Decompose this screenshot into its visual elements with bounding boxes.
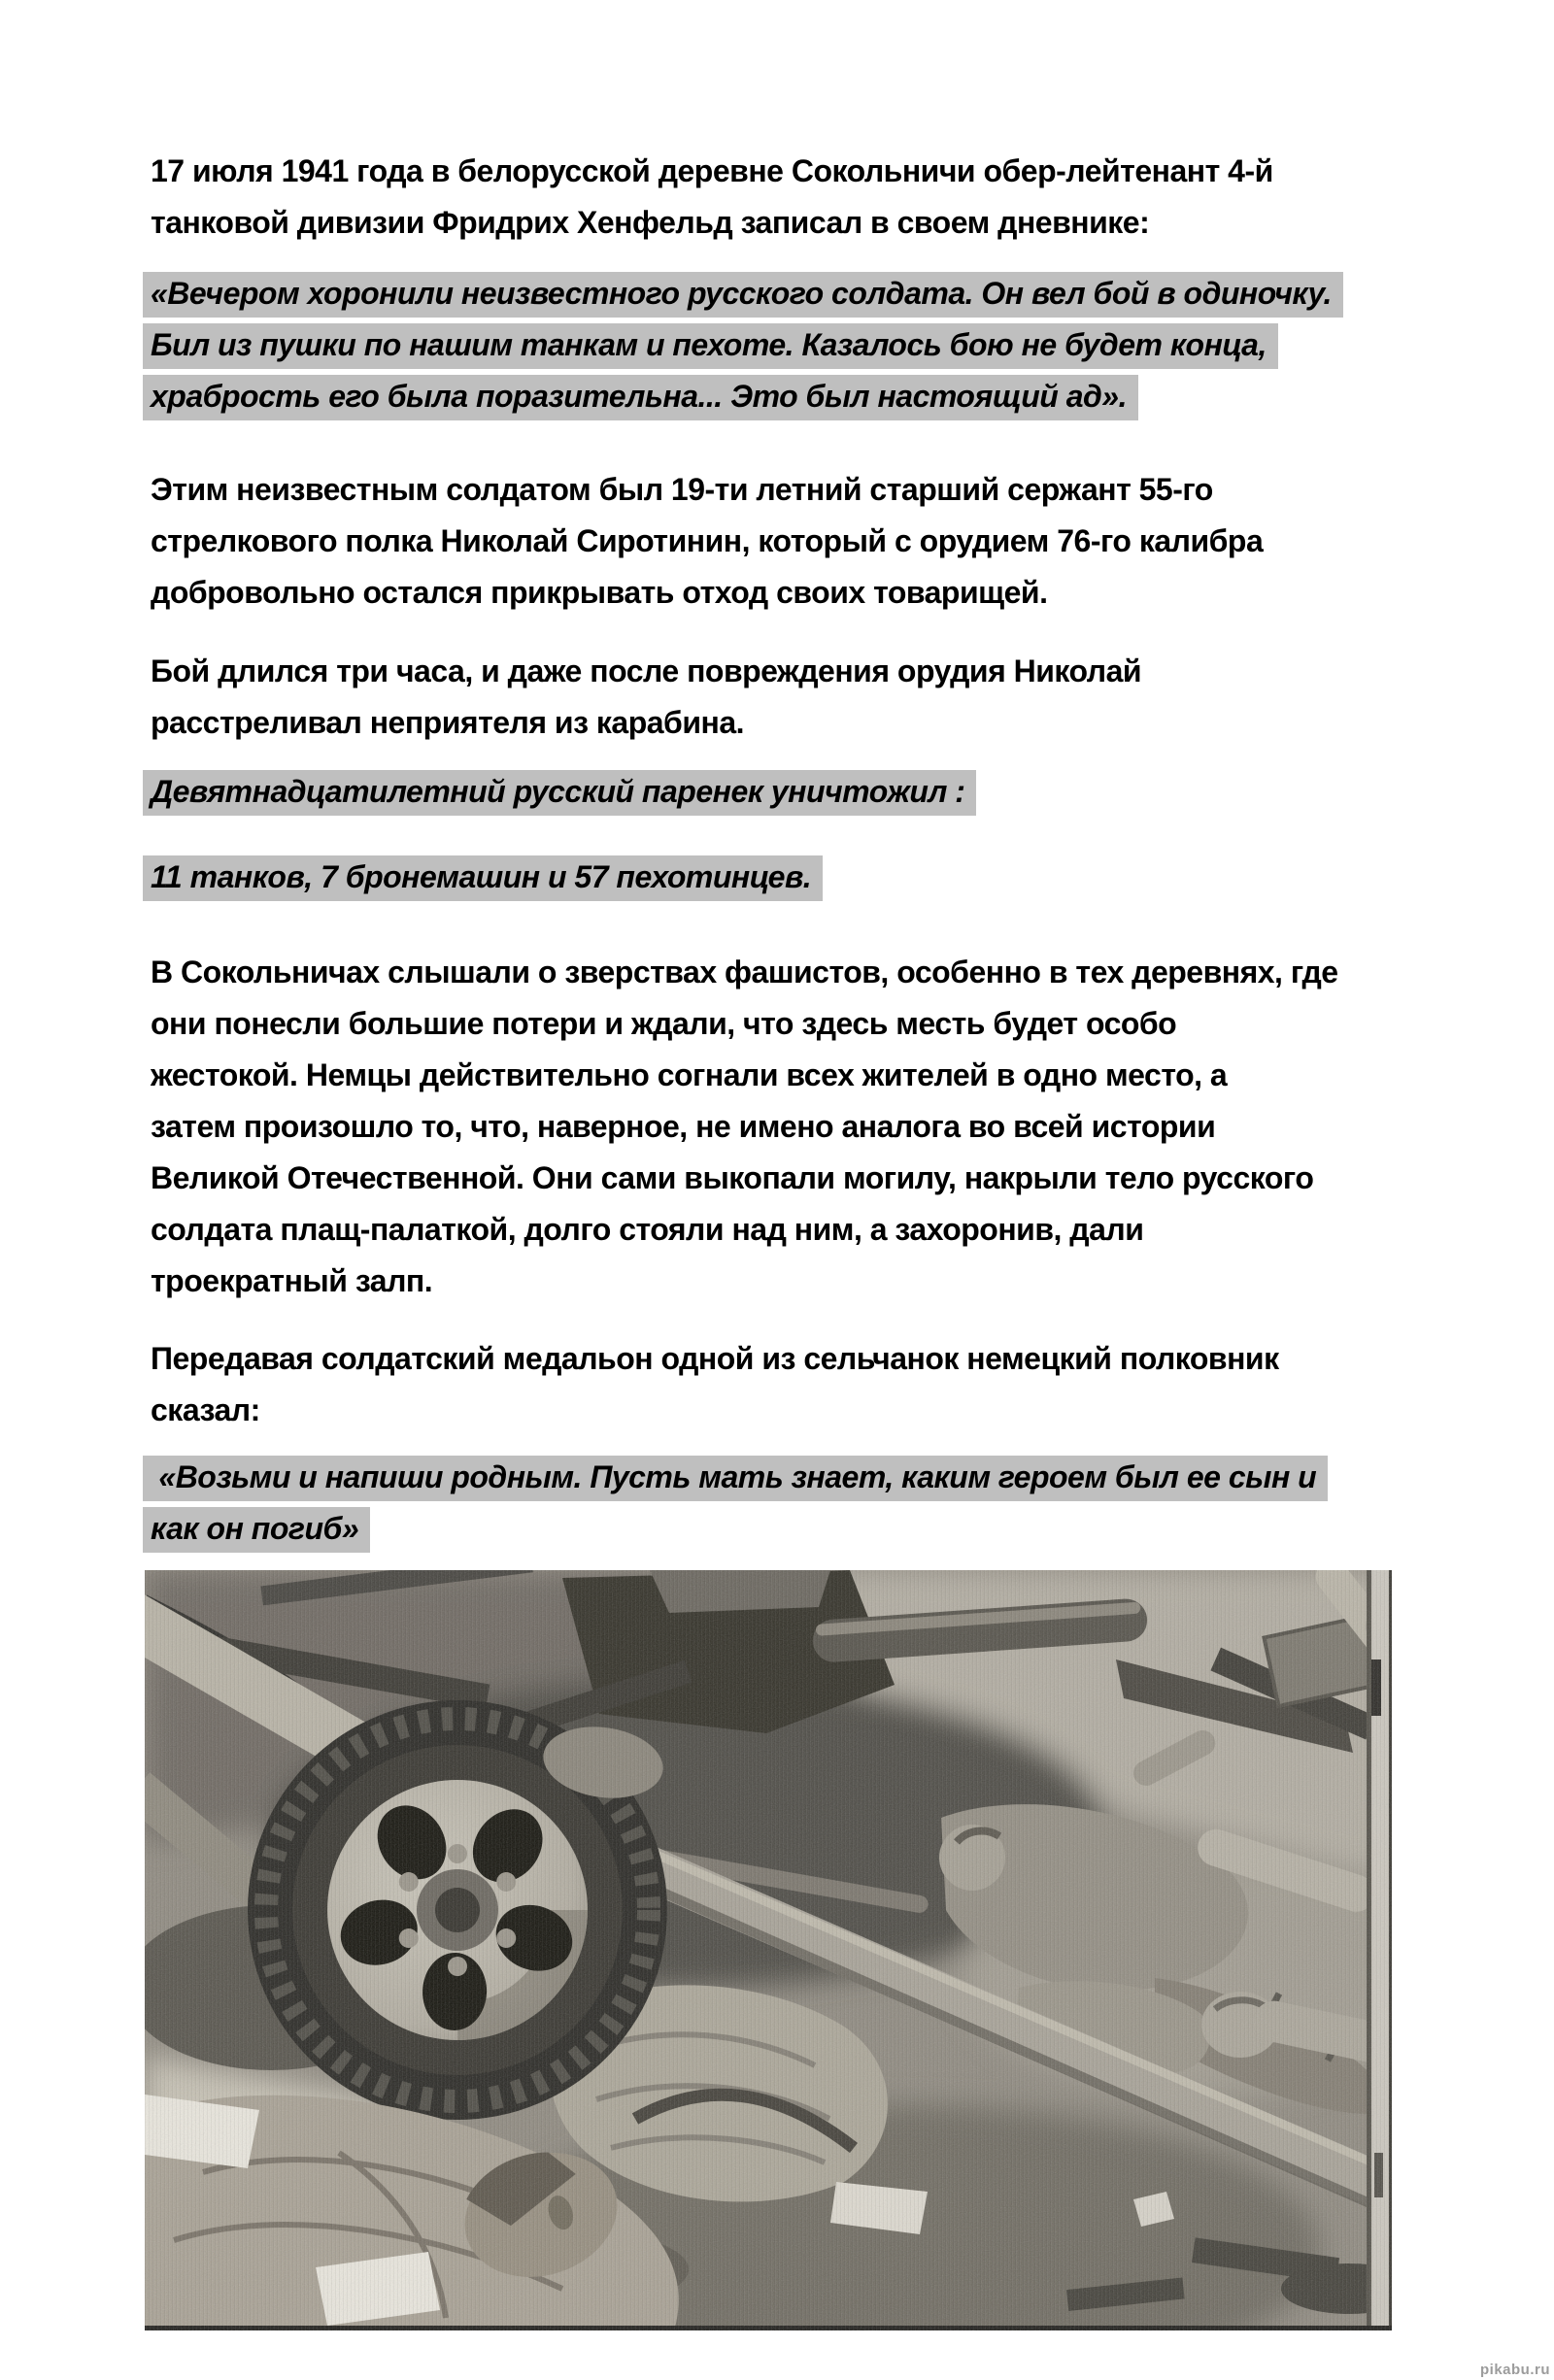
quote-diary-entry	[143, 269, 1415, 423]
text-line: Передавая солдатский медальон одной из сельчанок немецкий полковник	[151, 1341, 1279, 1376]
text-line: 17 июля 1941 года в белорусской деревне Сокольничи обер-лейтенант 4-й	[151, 153, 1273, 188]
war-photo	[145, 1570, 1392, 2330]
quote-destroyed-heading	[143, 767, 1415, 819]
watermark: pikabu.ru	[1479, 2362, 1550, 2378]
text-line: Великой Отечественной. Они сами выкопали могилу, накрыли тело русского	[151, 1160, 1314, 1195]
paragraph-soldier-identity	[143, 464, 1415, 619]
text-line: танковой дивизии Фридрих Хенфельд записал в своем дневнике:	[151, 205, 1150, 240]
text-line	[143, 1453, 1415, 1504]
paragraph-battle	[143, 646, 1415, 749]
text-line	[143, 1504, 1415, 1556]
text-line: стрелкового полка Николай Сиротинин, который с орудием 76-го калибра	[151, 523, 1264, 558]
paragraph-burial	[143, 947, 1415, 1307]
text-line: Бой длился три часа, и даже после повреждения орудия Николай	[151, 654, 1142, 688]
text-line: они понесли большие потери и ждали, что здесь месть будет особо	[151, 1006, 1177, 1041]
quote-destroyed-tally	[143, 853, 1415, 904]
highlighted-text: как он погиб»	[143, 1507, 370, 1553]
article-body	[143, 146, 1415, 1568]
text-line	[143, 767, 1415, 819]
text-line: добровольно остался прикрывать отход своих товарищей.	[151, 575, 1048, 610]
highlighted-text: «Возьми и напиши родным. Пусть мать знает, каким героем был ее сын и	[143, 1456, 1328, 1501]
text-line	[143, 853, 1415, 904]
text-line: затем произошло то, что, наверное, не имено аналога во всей истории	[151, 1109, 1216, 1144]
text-line	[143, 269, 1415, 320]
text-line: сказал:	[151, 1392, 260, 1427]
text-line: В Сокольничах слышали о зверствах фашистов, особенно в тех деревнях, где	[151, 955, 1338, 989]
text-line	[143, 320, 1415, 372]
text-line: Этим неизвестным солдатом был 19-ти летний старший сержант 55-го	[151, 472, 1213, 507]
text-line: жестокой. Немцы действительно согнали всех жителей в одно место, а	[151, 1057, 1228, 1092]
text-line: солдата плащ-палаткой, долго стояли над ним, а захоронив, дали	[151, 1212, 1144, 1247]
paragraph-medallion	[143, 1333, 1415, 1436]
highlighted-text: Девятнадцатилетний русский паренек уничтожил :	[143, 770, 976, 816]
text-line	[143, 372, 1415, 423]
quote-colonel	[143, 1453, 1415, 1556]
highlighted-text: 11 танков, 7 бронемашин и 57 пехотинцев.	[143, 855, 823, 901]
text-line: троекратный залп.	[151, 1263, 433, 1298]
highlighted-text: храбрость его была поразительна... Это был настоящий ад».	[143, 375, 1138, 420]
highlighted-text: Бил из пушки по нашим танкам и пехоте. Казалось бою не будет конца,	[143, 323, 1278, 369]
paragraph-intro	[143, 146, 1415, 249]
text-line: расстреливал неприятеля из карабина.	[151, 705, 744, 740]
highlighted-text: «Вечером хоронили неизвестного русского солдата. Он вел бой в одиночку.	[143, 272, 1343, 318]
